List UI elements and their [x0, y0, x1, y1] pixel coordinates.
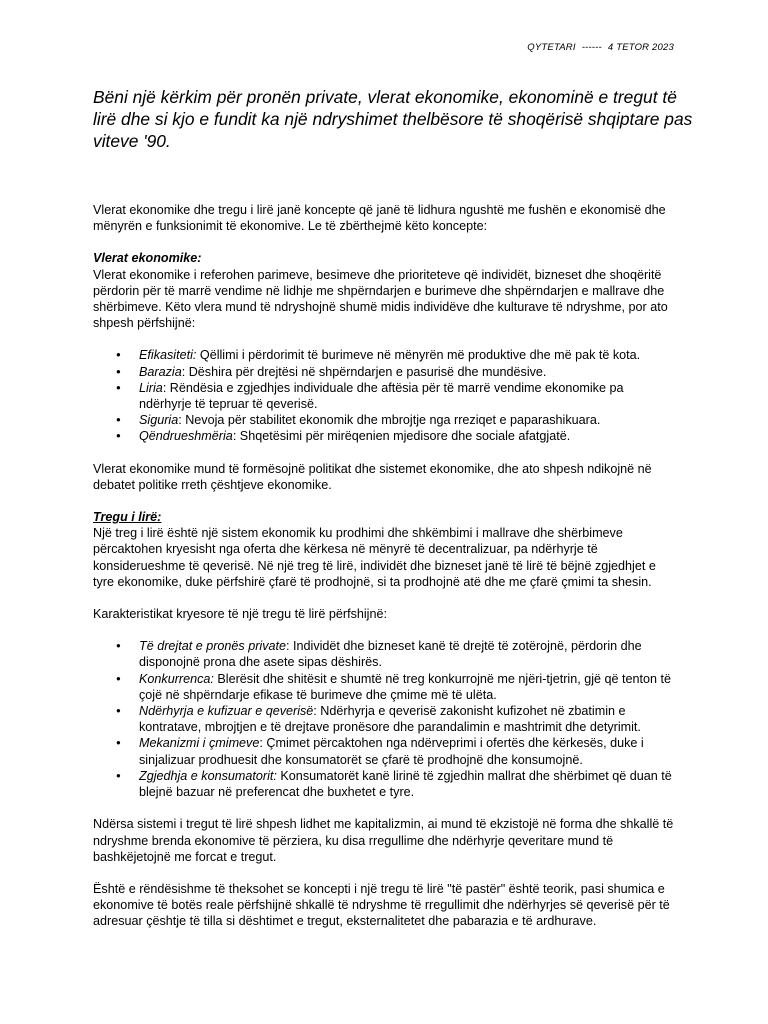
list-item-text: : Nevoja për stabilitet ekonomik dhe mbrojtje nga rreziqet e paparashikuara.: [178, 413, 601, 428]
intro-paragraph: Vlerat ekonomike dhe tregu i lirë janë koncepte që janë të lidhura ngushtë me fushën e ekonomisë dhe mënyrën e funksionimit të ekonomive. Le të zbërthejmë këto koncepte:: [93, 203, 666, 234]
list-item: [139, 380, 678, 412]
list-item-term: Ndërhyrja e kufizuar e qeverisë: [139, 704, 314, 719]
list-item-term: Siguria: [139, 413, 179, 428]
section-heading-free-market: [93, 509, 678, 525]
list-item-term: Zgjedhja e konsumatorit:: [139, 768, 277, 783]
list-item-term: Mekanizmi i çmimeve: [139, 736, 260, 751]
list-item: [139, 735, 678, 767]
list-item-text: : Individët dhe bizneset kanë të drejtë të zotërojnë, përdorin dhe disponojnë prona dhe asete sipas dëshirës.: [139, 639, 642, 670]
section1-closing: Vlerat ekonomike mund të formësojnë politikat dhe sistemet ekonomike, dhe ato shpesh ndikojnë në debatet politike rreth çështjeve ekonomike.: [93, 461, 652, 492]
list-item: [139, 638, 678, 670]
header-separator: ------: [581, 42, 602, 53]
document-body: [93, 202, 678, 930]
section2-closing-1: Ndërsa sistemi i tregut të lirë shpesh lidhet me kapitalizmin, ai mund të ekzistojë në forma dhe shkallë të ndryshme brenda ekonomive të përziera, ku disa rregullime dhe ndërhyrje qeveritare mund të bashkëjetojnë me forcat e tregut.: [93, 817, 674, 864]
section1-paragraph: Vlerat ekonomike i referohen parimeve, besimeve dhe prioriteteve që individët, bizneset dhe shoqëritë përdorin për të marrë vendime në lidhje me shpërndarjen e burimeve dhe shpërndarjen e mallrave dhe shërbimeve. Këto vlera mund të ndryshojnë shumë midis individëve dhe kulturave të ndryshme, por ato shpesh përfshijnë:: [93, 267, 668, 331]
economic-values-list: [93, 347, 678, 444]
list-item-text: : Ndërhyrja e qeverisë zakonisht kufizohet në zbatimin e kontratave, mbrojtjen e të drejtave pronësore dhe parandalimin e mashtrimit dhe detyrimit.: [139, 704, 641, 735]
list-item: [139, 347, 678, 363]
list-item-term: Konkurrenca:: [139, 671, 214, 686]
list-item: [139, 703, 678, 735]
free-market-characteristics-list: [93, 638, 678, 800]
list-item-term: Të drejtat e pronës private: [139, 639, 287, 654]
list-item: [139, 412, 678, 428]
section2-closing-2: Është e rëndësishme të theksohet se koncepti i një tregu të lirë "të pastër" është teorik, pasi shumica e ekonomive të botës reale përfshijnë shkallë të ndryshme të rregullimit dhe ndërhyrjes së qeverisë për të adresuar çështje të tilla si dështimet e tregut, eksternalitetet dhe pabarazia e të ardhurave.: [93, 881, 670, 929]
list-item-text: : Dëshira për drejtësi në shpërndarjen e pasurisë dhe mundësive.: [181, 364, 547, 379]
list-item-term: Liria: [139, 380, 163, 395]
list-item-term: Efikasiteti:: [139, 348, 197, 363]
page-header: [527, 42, 674, 53]
publication-date: 4 TETOR 2023: [607, 42, 674, 53]
section2-paragraph: Një treg i lirë është një sistem ekonomik ku prodhimi dhe shkëmbimi i mallrave dhe shërbimeve përcaktohen kryesisht nga oferta dhe kërkesa në mënyrë të decentralizuar, pa ndërhyrje të konsiderueshme të qeverisë. Në një treg të lirë, individët dhe bizneset janë të lirë të bëjnë zgjedhjet e tyre ekonomike, duke përfshirë çfarë të prodhojnë, si ta prodhojnë atë dhe me çfarë çmimi ta shesin.: [93, 526, 656, 589]
list-item: [139, 671, 678, 703]
list-item-text: : Rëndësia e zgjedhjes individuale dhe aftësia për të marrë vendime ekonomike pa ndërhyrje të tepruar të qeverisë.: [139, 380, 624, 412]
list-item-text: Blerësit dhe shitësit e shumtë në treg konkurrojnë me njëri-tjetrin, gjë që tenton të çojë në shpërndarje efikase të burimeve dhe çmime më të ulëta.: [139, 671, 672, 702]
section2-lead: Karakteristikat kryesore të një tregu të lirë përfshijnë:: [93, 607, 387, 622]
publication-name: QYTETARI: [527, 42, 576, 53]
list-item: [139, 768, 678, 800]
list-item: [139, 364, 678, 380]
list-item-term: Qëndrueshmëria: [139, 429, 233, 444]
list-item-text: : Shqetësimi për mirëqenien mjedisore dhe sociale afatgjatë.: [232, 429, 571, 444]
list-item-term: Barazia: [139, 364, 182, 379]
list-item-text: Qëllimi i përdorimit të burimeve në mënyrën më produktive dhe më pak të kota.: [196, 348, 641, 363]
section-heading-economic-values: [93, 250, 678, 266]
list-item-text: : Çmimet përcaktohen nga ndërveprimi i ofertës dhe kërkesës, duke i sinjalizuar prodhuesit dhe konsumatorët se çfarë të prodhojnë dhe konsumojnë.: [139, 736, 644, 767]
section-heading-text: Vlerat ekonomike:: [93, 251, 202, 266]
section-heading-text: Tregu i lirë:: [93, 510, 162, 525]
list-item-text: Konsumatorët kanë lirinë të zgjedhin mallrat dhe shërbimet që duan të blejnë bazuar në preferencat dhe buxhetet e tyre.: [139, 768, 672, 800]
list-item: [139, 428, 678, 444]
document-title: Bëni një kërkim për pronën private, vlerat ekonomike, ekonominë e tregut të lirë dhe si kjo e fundit ka një ndryshimet thelbësore të shoqërisë shqiptare pas viteve '90.: [93, 87, 693, 151]
